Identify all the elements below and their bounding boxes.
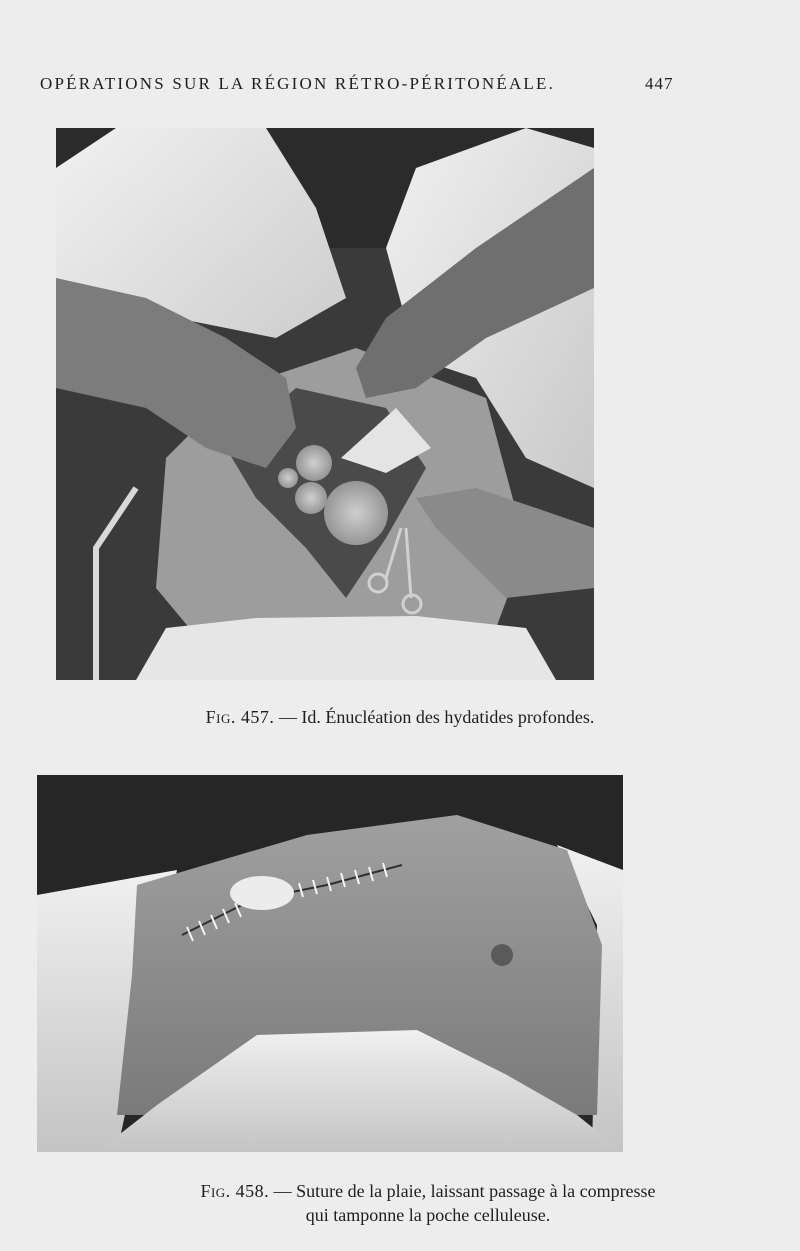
figure-458-caption-line-1 [28,1179,800,1203]
running-title: OPÉRATIONS SUR LA RÉGION RÉTRO-PÉRITONÉALE. [40,74,556,93]
figure-458-label: Fig. 458. [200,1181,270,1201]
figure-458-caption-text-1: — Suture de la plaie, laissant passage à la compresse [269,1181,656,1201]
figure-457-photograph [56,128,594,680]
figure-457-label: Fig. 457. [205,707,275,727]
figure-458-caption-line-2: qui tamponne la poche celluleuse. [305,1205,551,1225]
page-number: 447 [645,74,674,93]
figure-458-caption [28,1179,800,1227]
figure-458-photograph [37,775,623,1152]
figure-457-caption [0,705,800,729]
figure-457-caption-text: — Id. Énucléation des hydatides profondes. [274,707,595,727]
